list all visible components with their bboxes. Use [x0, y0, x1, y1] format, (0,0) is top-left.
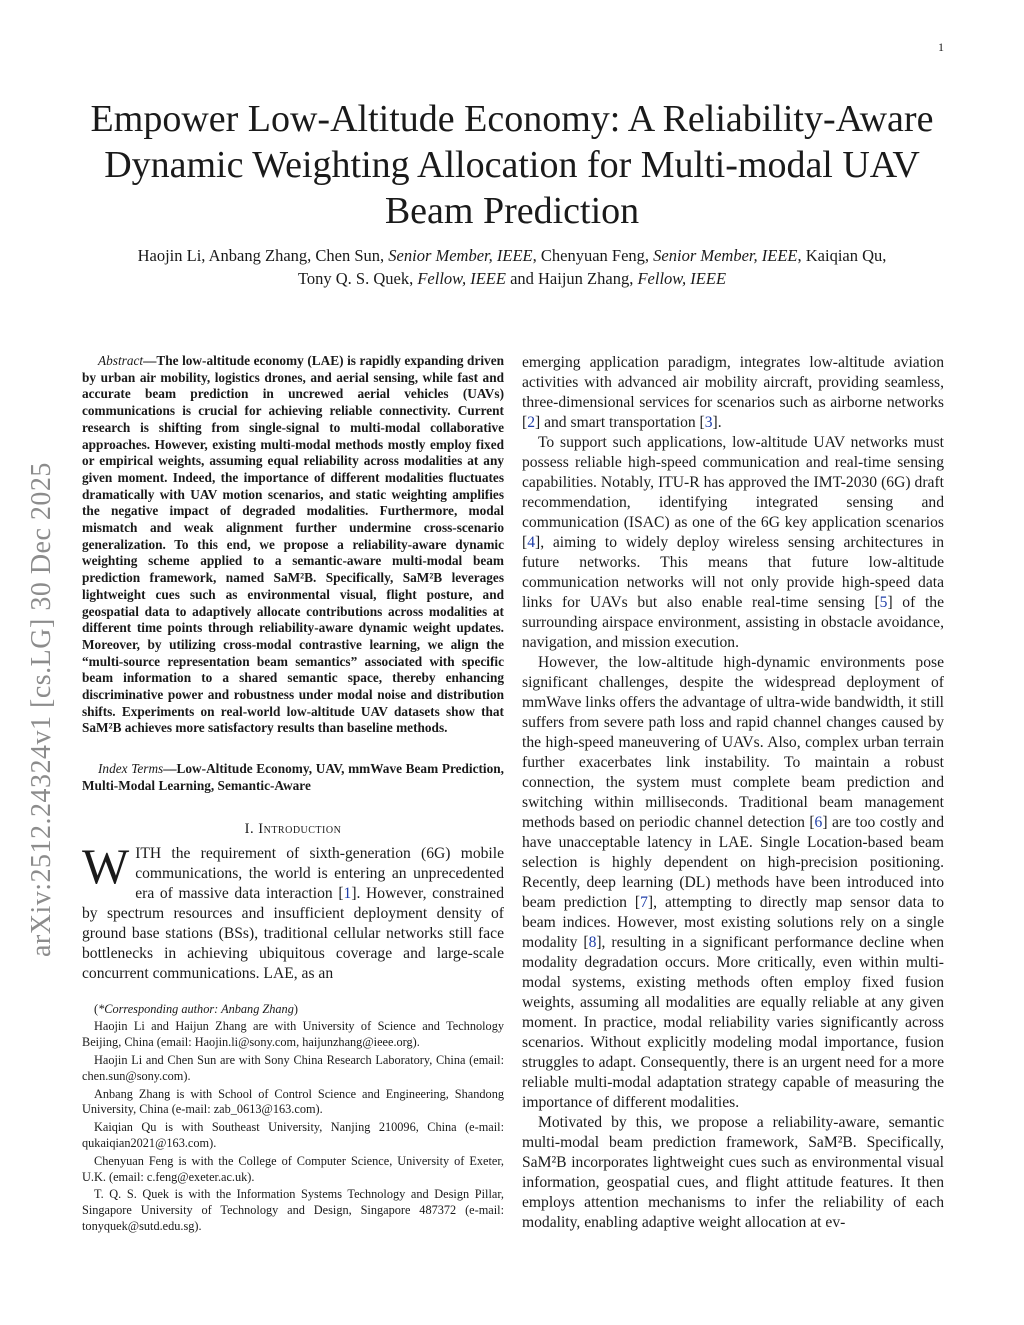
paragraph-text: emerging application paradigm, integrates low-altitude aviation activities with advanced air mobility aircraft, providing seamless, three-dimensional services for scenarios such as airborne networks [ — [522, 354, 944, 431]
author-list — [70, 244, 954, 290]
index-terms — [82, 761, 504, 794]
author-names: , Kaiqian Qu, — [797, 246, 887, 265]
author-names: and Haijun Zhang, — [505, 269, 638, 288]
footnotes — [82, 1002, 504, 1235]
citation-link[interactable]: 8 — [588, 934, 597, 951]
intro-paragraph — [522, 433, 944, 653]
footnote-corresponding — [82, 1002, 504, 1018]
abstract-label: Abstract — [98, 353, 144, 368]
footnote: Haojin Li and Haijun Zhang are with University of Science and Technology Beijing, China (email: Haojin.li@sony.com, haijunzhang@ieee.org). — [82, 1019, 504, 1050]
footnote: T. Q. S. Quek is with the Information Systems Technology and Design Pillar, Singapore University of Technology and Design, Singapore 487372 (e-mail: tonyquek@sutd.edu.sg). — [82, 1187, 504, 1233]
citation-link[interactable]: 7 — [640, 894, 648, 911]
paragraph-text: However, the low-altitude high-dynamic environments pose significant challenges, despite the widespread deployment of mmWave links offers the advantage of ultra-wide bandwidth, it still suffers from severe path loss and rapid channel changes caused by the high-speed maneuvering of UAVs. Also, complex urban terrain further exacerbates link instability. To maintain a robust connection, the system must complete beam prediction and switching within milliseconds. Traditional beam management methods based on periodic channel detection [ — [522, 654, 944, 831]
paragraph-text: To support such applications, low-altitude UAV networks must possess reliable high-speed communication and real-time sensing capabilities. Notably, ITU-R has approved the IMT-2030 (6G) draft recommendation, identifying integrated sensing and communication (ISAC) as one of the 6G key application scenarios [ — [522, 434, 944, 551]
citation-link[interactable]: 3 — [704, 414, 713, 431]
paragraph-text: ], resulting in a significant performance decline when modality degradation occurs. More critically, even within multi-modal systems, existing methods often employ fixed fusion weights, assuming all modalities are equally reliable at any given moment. In practice, modal reliability varies significantly across scenarios. Without explicitly modeling modal importance, fusion struggles to adapt. Consequently, there is an urgent need for a more reliable multi-modal adaptation strategy capable of measuring the importance of different modalities. — [522, 934, 944, 1111]
paragraph-text: ITH the requirement of sixth-generation (6G) mobile communications, the world is entering an unprecedented era of massive data interaction [ — [135, 844, 504, 902]
footnote: Anbang Zhang is with School of Control Science and Engineering, Shandong University, China (e-mail: zab_0613@163.com). — [82, 1086, 504, 1117]
index-terms-label: Index Terms — [98, 761, 164, 777]
footnote: Kaiqian Qu is with Southeast University, Nanjing 210096, China (e-mail: qukaiqian2021@163.com). — [82, 1120, 504, 1150]
author-names: , Chenyuan Feng, — [532, 246, 654, 265]
author-names: Tony Q. S. Quek, — [297, 269, 418, 288]
arxiv-stamp: arXiv:2512.24324v1 [cs.LG] 30 Dec 2025 — [26, 462, 57, 957]
author-names: Haojin Li, Anbang Zhang, Chen Sun, — [137, 246, 389, 265]
author-affiliation: Fellow, IEEE — [417, 269, 506, 288]
page-number: 1 — [938, 40, 944, 54]
index-terms-text: —Low-Altitude Economy, UAV, mmWave Beam Prediction, Multi-Modal Learning, Semantic-Aware — [82, 761, 504, 793]
intro-paragraph — [522, 653, 944, 1113]
intro-paragraph: Motivated by this, we propose a reliability-aware, semantic multi-modal beam prediction framework, SaM²B. Specifically, SaM²B incorporates lightweight cues such as environmental visual information, geospatial cues, and flight attitude features. It then employs attention mechanisms to infer the reliability of each modality, enabling adaptive weight allocation at ev- — [522, 1114, 944, 1231]
author-affiliation: Senior Member, IEEE — [653, 246, 798, 265]
citation-link[interactable]: 5 — [879, 594, 888, 611]
paragraph-text: ] of the surrounding airspace environment, assisting in obstacle avoidance, navigation, and mission execution. — [522, 594, 944, 651]
drop-cap: W — [82, 837, 130, 894]
section-number: I. — [244, 820, 255, 837]
author-affiliation: Senior Member, IEEE — [388, 246, 533, 265]
paragraph-text: ]. — [712, 414, 722, 431]
citation-link[interactable]: 4 — [527, 534, 535, 551]
paragraph-text: ] are too costly and have unacceptable latency in LAE. Single Location-based beam selection is highly dependent on high-precision positioning. Recently, deep learning (DL) methods have been introduced into beam prediction [ — [522, 814, 944, 911]
paragraph-text: ]. However, constrained by spectrum resources and insufficient deployment density of ground base stations (BSs), traditional cellular networks still face bottlenecks in achieving ubiquitous coverage and large-scale concurrent communications. LAE, as an — [82, 884, 504, 982]
footnote-paren: ( — [94, 1001, 99, 1016]
citation-link[interactable]: 6 — [814, 814, 823, 831]
author-affiliation: Fellow, IEEE — [637, 269, 727, 288]
intro-paragraph — [522, 353, 944, 433]
paragraph-text: ], aiming to widely deploy wireless sensing architectures in future networks. This means that future low-altitude communication networks will not only provide high-speed data links for UAVs but also enable real-time sensing [ — [522, 534, 944, 611]
footnote: Chenyuan Feng is with the College of Computer Science, University of Exeter, U.K. (email: c.feng@exeter.ac.uk). — [82, 1153, 504, 1184]
left-column — [82, 353, 504, 1237]
citation-link[interactable]: 1 — [343, 884, 352, 902]
right-column — [522, 353, 944, 1233]
section-heading — [82, 821, 504, 838]
paragraph-text: ] and smart transportation [ — [535, 414, 705, 431]
intro-paragraph — [82, 837, 504, 984]
paragraph-text: ], attempting to directly map sensor data to beam indices. However, most existing solutions rely on a single modality [ — [522, 894, 945, 951]
abstract-text: —The low-altitude economy (LAE) is rapidly expanding driven by urban air mobility, logistics drones, and aerial sensing, while fast and accurate beam prediction in uncrewed aerial vehicles (UAVs) communications is crucial for achieving reliable connectivity. Current research is shifting from single-signal to multi-modal collaborative approaches. However, existing multi-modal methods mostly employ fixed or empirical weights, assuming equal reliability across modalities at any given moment. Indeed, the importance of different modalities fluctuates dramatically with UAV motion scenarios, and static weighting amplifies the negative impact of degraded modalities. Furthermore, modal mismatch and weak alignment further undermine cross-scenario generalization. To this end, we propose a reliability-aware dynamic weighting scheme applied to a semantic-aware multi-modal beam prediction framework, named SaM²B. Specifically, SaM²B leverages lightweight cues such as environmental visual, flight posture, and geospatial data to adaptively allocate contributions across modalities at different time points through reliability-aware dynamic weight updates. Moreover, by utilizing cross-modal contrastive learning, we align the “multi-source representation beam semantics” associated with specific beam information to a shared semantic space, thereby enhancing discriminative power and robustness under modal noise and distribution shifts. Experiments on real-world low-altitude UAV datasets show that SaM²B achieves more satisfactory results than baseline methods. — [82, 353, 504, 736]
abstract — [82, 353, 504, 737]
corresponding-author: *Corresponding author: Anbang Zhang — [98, 1001, 294, 1016]
footnote: Haojin Li and Chen Sun are with Sony China Research Laboratory, China (email: chen.sun@sony.com). — [82, 1052, 504, 1083]
section-title: Introduction — [258, 820, 342, 837]
paper-title: Empower Low-Altitude Economy: A Reliability-Aware Dynamic Weighting Allocation for Multi-modal UAV Beam Prediction — [90, 98, 934, 232]
footnote-paren: ) — [293, 1001, 298, 1016]
citation-link[interactable]: 2 — [527, 414, 535, 431]
